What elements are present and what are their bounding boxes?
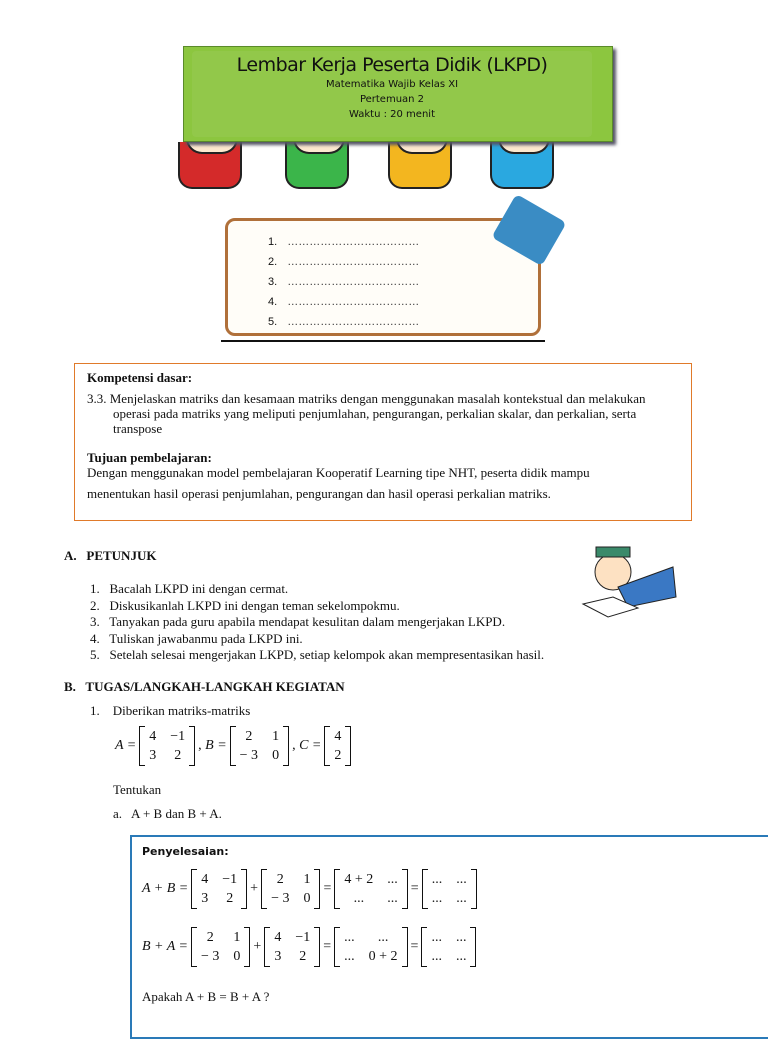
matrix-cell: 1 [303,872,311,887]
right-bracket [345,726,351,766]
matrix-a [139,726,195,766]
reading-boy-illustration [578,542,678,624]
solution-heading: Penyelesaian: [142,845,229,858]
instruction-item: 1. Bacalah LKPD ini dengan cermat. [90,581,289,596]
matrix-cell: 2 [174,748,182,763]
matrix-cell: −1 [295,930,311,945]
right-bracket [470,927,476,967]
member-row [268,235,419,249]
right-bracket [244,927,250,967]
matrix-cell: 3 [274,949,282,964]
instruction-item: 4. Tuliskan jawabanmu pada LKPD ini. [90,630,303,646]
matrix-cell: 1 [233,930,241,945]
matrix-cell: 2 [206,930,214,945]
member-number: 3. [268,276,278,288]
matrix-cell: −1 [170,729,186,744]
given-matrices: A = 4 −1 3 2 , B = 2 1 − 3 0 , C = 4 2 [115,726,354,766]
matrix-cell: ... [431,891,443,906]
matrix-b-label: B = [205,738,227,753]
name-field[interactable]: ……………………………… [287,296,420,308]
matrix-cell: 3 [149,748,157,763]
meeting: Pertemuan 2 [359,94,425,105]
matrix-b [230,726,289,766]
objective-text: menentukan hasil operasi penjumlahan, pengurangan dan hasil operasi perkalian matriks. [87,486,551,501]
instruction-item: 5. Setelah selesai mengerjakan LKPD, setiap kelompok akan mempresentasikan hasil. [90,647,545,662]
kid-figure [285,142,349,189]
right-bracket [471,869,477,909]
competency-box [74,363,692,521]
name-field[interactable]: ……………………………… [287,236,420,248]
name-field[interactable]: ……………………………… [287,256,420,268]
matrix-cell: 4 [334,729,342,744]
right-bracket [402,927,408,967]
plus-sign: + [250,881,259,896]
instruction-item: 2. Diskusikanlah LKPD ini dengan teman sekelompokmu. [90,597,400,613]
kid-figure [490,142,554,189]
matrix-cell: ... [431,949,442,964]
matrix-cell: ... [377,930,389,945]
objective-heading: Tujuan pembelajaran: [87,450,212,465]
right-bracket [283,726,289,766]
member-number: 1. [268,236,278,248]
time-limit: Waktu : 20 menit [349,109,435,120]
matrix-cell: 0 [272,748,280,763]
matrix-cell: 1 [272,729,280,744]
section-a-heading: A. PETUNJUK [64,548,157,563]
right-bracket [189,726,195,766]
matrix-cell: ... [431,930,442,945]
matrix-cell: ... [353,891,365,906]
plus-sign: + [253,939,262,954]
member-number: 5. [268,316,278,328]
matrix-cell: 0 [303,891,311,906]
matrix-cell: 4 [201,872,209,887]
matrix-cell: − 3 [201,949,220,964]
matrix-cell: 2 [226,891,234,906]
equation-label: A + B = [142,881,189,896]
matrix-cell: 4 [149,729,157,744]
matrix-cell: 0 [233,949,241,964]
task-a: a. A + B dan B + A. [113,806,222,821]
solution-line-b-plus-a [142,927,479,967]
instruction-item: 3. Tanyakan pada guru apabila mendapat kesulitan dalam mengerjakan LKPD. [90,614,506,629]
matrix-cell: 3 [201,891,209,906]
matrix-cell: −1 [222,872,238,887]
competency-heading: Kompetensi dasar: [87,370,193,385]
right-bracket [314,927,320,967]
right-bracket [241,869,247,909]
matrix-cell: 2 [334,748,342,763]
kid-figure [388,142,452,189]
member-row [268,275,419,289]
matrix [191,869,247,909]
tentukan-label: Tentukan [113,782,162,797]
objective-text: Dengan menggunakan model pembelajaran Kooperatif Learning tipe NHT, peserta didik mampu [87,465,590,480]
matrix-cell: − 3 [239,748,259,763]
matrix [264,927,320,967]
right-bracket [402,869,408,909]
matrix-cell: 4 [274,930,282,945]
matrix-cell: 0 + 2 [368,949,398,964]
matrix-cell: ... [456,891,467,906]
competency-text: 3.3. Menjelaskan matriks dan kesamaan matriks dengan menggunakan masalah kontekstual dan melakukan [87,391,646,406]
name-field[interactable]: ……………………………… [287,316,420,328]
member-row [268,295,419,309]
member-number: 4. [268,296,278,308]
matrix-cell: − 3 [271,891,290,906]
competency-text: operasi pada matriks yang meliputi penjumlahan, pengurangan, perkalian skalar, dan perkalian, serta [113,406,637,421]
matrix-cell: ... [344,949,355,964]
matrix-c [324,726,351,766]
right-bracket [314,869,320,909]
equals-sign: = [410,881,419,896]
equals-sign: = [323,939,332,954]
section-b-heading: B. TUGAS/LANGKAH-LANGKAH KEGIATAN [64,679,345,694]
matrix [261,869,320,909]
answer-matrix[interactable] [334,869,407,909]
matrix-cell: 2 [299,949,307,964]
answer-matrix[interactable] [334,927,407,967]
worksheet-title: Lembar Kerja Peserta Didik (LKPD) [236,54,548,76]
answer-matrix[interactable] [422,869,477,909]
answer-matrix[interactable] [421,927,476,967]
divider [221,340,545,342]
subject: Matematika Wajib Kelas XI [325,79,459,90]
matrix-cell: 4 + 2 [344,872,374,887]
equation-label: B + A = [142,939,188,954]
matrix-a-label: A = [115,738,137,753]
member-row [268,255,419,269]
solution-line-a-plus-b [142,869,480,909]
title-banner [183,46,613,142]
task-1: 1. Diberikan matriks-matriks [90,703,251,718]
matrix-cell: ... [387,891,398,906]
matrix-cell: 2 [276,872,284,887]
matrix-cell: ... [344,930,355,945]
member-row [268,315,419,329]
matrix-c-label: C = [299,738,322,753]
matrix-cell: ... [431,872,443,887]
matrix-cell: ... [456,872,467,887]
kid-figure [178,142,242,189]
matrix [191,927,250,967]
instructions-list [90,581,544,664]
matrix-cell: ... [455,949,467,964]
name-field[interactable]: ……………………………… [287,276,420,288]
solution-box [130,835,768,1039]
equals-sign: = [323,881,332,896]
matrix-cell: ... [387,872,398,887]
member-number: 2. [268,256,278,268]
solution-question: Apakah A + B = B + A ? [142,989,270,1004]
matrix-cell: 2 [245,729,253,744]
matrix-cell: ... [455,930,467,945]
competency-text: transpose [113,421,163,436]
equals-sign: = [410,939,419,954]
